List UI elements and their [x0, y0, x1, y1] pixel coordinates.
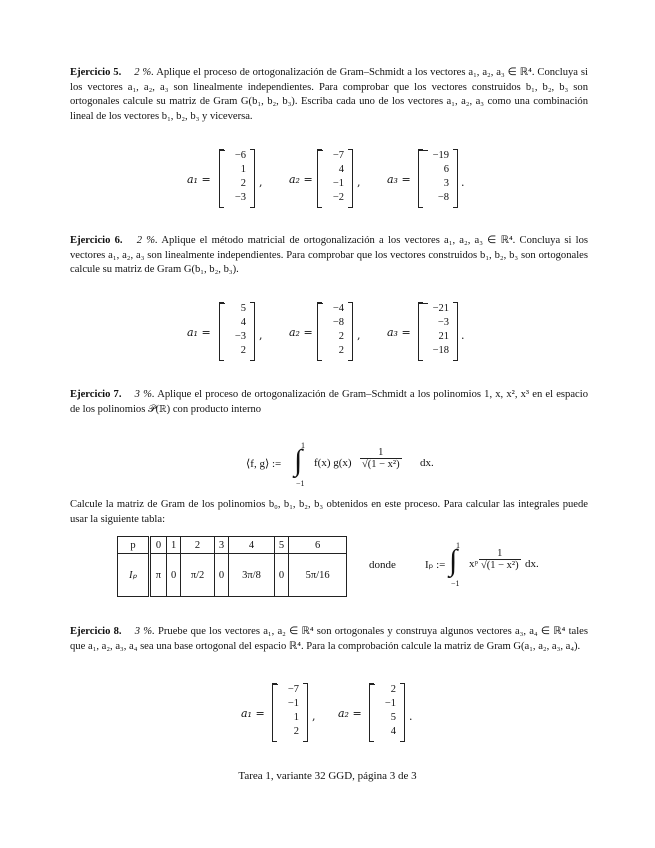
vector-label: a₁ =	[241, 707, 265, 720]
vector-cell: −3	[234, 192, 246, 203]
vector-cell: 2	[240, 178, 246, 189]
table-cell: 0	[214, 554, 228, 597]
vector-label: a₂ =	[289, 326, 313, 339]
bracket-serif	[418, 360, 423, 361]
integral-lower: −1	[296, 479, 305, 488]
period: .	[409, 710, 413, 723]
bracket-serif	[317, 302, 322, 303]
table-cell: 3	[214, 537, 228, 554]
vector-cell: −8	[332, 317, 344, 328]
vector-cell: 1	[240, 164, 246, 175]
bracket-serif	[219, 207, 224, 208]
vector-matrix	[418, 150, 458, 207]
period: .	[461, 176, 465, 189]
exercise-8-text	[70, 625, 588, 654]
exercise-7-points: 3 %.	[134, 389, 155, 400]
table-cell: 0	[166, 554, 180, 597]
integral-upper: 1	[301, 441, 305, 450]
table-cell: 1	[166, 537, 180, 554]
exercise-8-body: Pruebe que los vectores a₁, a₂ ∈ ℝ⁴ son ortogonales y construya algunos vectores a₃, a₄ ∈ ℝ⁴ tales que a₁, a₂, a₃, a₄ sea una base ortogonal del espacio ℝ⁴. Para la comprobación calcule la matriz de Gram G(a₁, a₂, a₃, a₄).	[70, 626, 588, 652]
comma: ,	[357, 329, 361, 342]
vector-label: a₁ =	[187, 326, 211, 339]
vector-cell: 3	[443, 178, 449, 189]
integral-lower: −1	[451, 579, 460, 588]
bracket-serif	[369, 683, 374, 684]
table-cell: π/2	[181, 554, 214, 597]
table-cell: 5π/16	[289, 554, 347, 597]
bracket-serif	[250, 149, 255, 150]
bracket-serif	[250, 302, 255, 303]
table-cell: p	[118, 537, 150, 554]
bracket-serif	[272, 741, 277, 742]
exercise-5-text	[70, 66, 588, 124]
exercise-5-title: Ejercicio 5.	[70, 67, 122, 78]
vector-cell: −7	[287, 684, 299, 695]
comma: ,	[259, 329, 263, 342]
vector-cell: −18	[432, 345, 449, 356]
table-row-label: Iₚ	[118, 554, 150, 597]
vector-matrix	[418, 303, 458, 360]
vector-cell: 2	[338, 331, 344, 342]
bracket-serif	[348, 360, 353, 361]
vector-matrix	[317, 303, 353, 360]
vector-cell: 5	[390, 712, 396, 723]
vector-cell: −1	[287, 698, 299, 709]
vector-cell: −4	[332, 303, 344, 314]
bracket-serif	[348, 149, 353, 150]
differential: dx.	[420, 457, 434, 469]
exercise-7-body: Aplique el proceso de ortogonalización de Gram–Schmidt a los polinomios 1, x, x², x³ en el espacio de los polinomios 𝒫(ℝ) con producto interno	[70, 389, 588, 415]
exercise-6-title: Ejercicio 6.	[70, 235, 123, 246]
vector-cell: 2	[338, 345, 344, 356]
comma: ,	[357, 176, 361, 189]
integral-table	[117, 536, 347, 597]
bracket-serif	[303, 741, 308, 742]
bracket-serif	[418, 149, 423, 150]
vector-matrix	[219, 303, 255, 360]
vector-matrix	[317, 150, 353, 207]
bracket-serif	[272, 683, 277, 684]
bracket-serif	[219, 360, 224, 361]
vector-cell: 4	[240, 317, 246, 328]
bracket-serif	[317, 149, 322, 150]
vector-matrix	[369, 684, 405, 741]
vector-cell: 2	[240, 345, 246, 356]
integrand-fraction	[360, 447, 402, 470]
bracket-serif	[348, 302, 353, 303]
vector-label: a₂ =	[289, 173, 313, 186]
donde-label: donde	[369, 559, 396, 571]
comma: ,	[259, 176, 263, 189]
vector-cell: 5	[240, 303, 246, 314]
integral-sign: ∫	[449, 544, 458, 577]
exercise-7-title: Ejercicio 7.	[70, 389, 122, 400]
exercise-8-points: 3 %.	[134, 626, 155, 637]
bracket-serif	[348, 207, 353, 208]
bracket-serif	[400, 741, 405, 742]
bracket-serif	[369, 741, 374, 742]
vector-label: a₃ =	[387, 326, 411, 339]
page-footer: Tarea 1, variante 32 GGD, página 3 de 3	[238, 770, 417, 782]
vector-cell: 21	[438, 331, 449, 342]
vector-label: a₁ =	[187, 173, 211, 186]
vector-cell: −19	[432, 150, 449, 161]
vector-cell: −6	[234, 150, 246, 161]
table-row	[118, 554, 347, 597]
comma: ,	[312, 710, 316, 723]
vector-cell: −3	[437, 317, 449, 328]
vector-label: a₂ =	[338, 707, 362, 720]
bracket-serif	[219, 302, 224, 303]
vector-cell: 6	[443, 164, 449, 175]
vector-cell: −8	[437, 192, 449, 203]
table-cell: π	[150, 554, 167, 597]
integral-upper: 1	[456, 541, 460, 550]
bracket-serif	[453, 302, 458, 303]
vector-cell: −7	[332, 150, 344, 161]
bracket-serif	[219, 149, 224, 150]
bracket-serif	[400, 683, 405, 684]
bracket-serif	[418, 207, 423, 208]
table-cell: 5	[274, 537, 288, 554]
vector-label: a₃ =	[387, 173, 411, 186]
fraction-denominator: √(1 − x²)	[481, 560, 519, 571]
table-cell: 0	[274, 554, 288, 597]
fraction-numerator: 1	[360, 447, 402, 459]
table-cell: 2	[181, 537, 214, 554]
exercise-5-body: Aplique el proceso de ortogonalización de Gram–Schmidt a los vectores a₁, a₂, a₃ ∈ ℝ⁴. Concluya si los vectores a₁, a₂, a₃ son linealmente independientes. Para comprobar que los vectores construidos b₁, b₂, b₃ son ortogonales calcule su matriz de Gram G(b₁, b₂, b₃). Escriba cada uno de los vectores a₁, a₂, a₃ como una combinación lineal de los vectores b₁, b₂, b₃ y viceversa.	[70, 67, 588, 122]
table-cell: 0	[150, 537, 167, 554]
ip-integrand: xᵖ	[469, 558, 478, 570]
table-cell: 6	[289, 537, 347, 554]
exercise-7-text-2: Calcule la matriz de Gram de los polinomios b₀, b₁, b₂, b₃ obtenidos en este proceso. Para calcular las integrales puede usar la siguiente tabla:	[70, 499, 588, 525]
vector-matrix	[272, 684, 308, 741]
bracket-serif	[453, 360, 458, 361]
vector-cell: −1	[384, 698, 396, 709]
bracket-serif	[303, 683, 308, 684]
fraction-denominator: √(1 − x²)	[362, 459, 400, 470]
exercise-7-text	[70, 388, 588, 417]
vector-cell: −3	[234, 331, 246, 342]
bracket-serif	[418, 302, 423, 303]
vector-cell: −21	[432, 303, 449, 314]
vector-matrix	[219, 150, 255, 207]
inner-product-lhs: ⟨f, g⟩ :=	[246, 458, 282, 470]
exercise-5-points: 2 %.	[134, 67, 154, 78]
bracket-serif	[453, 149, 458, 150]
vector-cell: 2	[390, 684, 396, 695]
period: .	[461, 329, 465, 342]
table-header-row	[118, 537, 347, 554]
bracket-serif	[317, 207, 322, 208]
exercise-6-body: Aplique el método matricial de ortogonalización a los vectores a₁, a₂, a₃ ∈ ℝ⁴. Concluya si los vectores a₁, a₂, a₃ son linealmente independientes. Para comprobar que los vectores construidos b₁, b₂, b₃ son ortogonales calcule su matriz de Gram G(b₁, b₂, b₃).	[70, 235, 588, 275]
integrand: f(x) g(x)	[314, 457, 352, 469]
integral-sign: ∫	[294, 444, 303, 477]
bracket-serif	[317, 360, 322, 361]
exercise-6-points: 2 %.	[136, 235, 158, 246]
exercise-8-title: Ejercicio 8.	[70, 626, 122, 637]
bracket-serif	[453, 207, 458, 208]
vector-cell: 4	[338, 164, 344, 175]
vector-cell: 2	[293, 726, 299, 737]
table-cell: 4	[229, 537, 275, 554]
vector-cell: −2	[332, 192, 344, 203]
bracket-serif	[250, 360, 255, 361]
integrand-fraction	[479, 548, 521, 571]
table-cell: 3π/8	[229, 554, 275, 597]
vector-cell: 1	[293, 712, 299, 723]
differential: dx.	[525, 558, 539, 570]
vector-cell: 4	[390, 726, 396, 737]
vector-cell: −1	[332, 178, 344, 189]
ip-lhs: Iₚ :=	[425, 559, 446, 571]
fraction-numerator: 1	[479, 548, 521, 560]
bracket-serif	[250, 207, 255, 208]
exercise-6-text	[70, 234, 588, 278]
